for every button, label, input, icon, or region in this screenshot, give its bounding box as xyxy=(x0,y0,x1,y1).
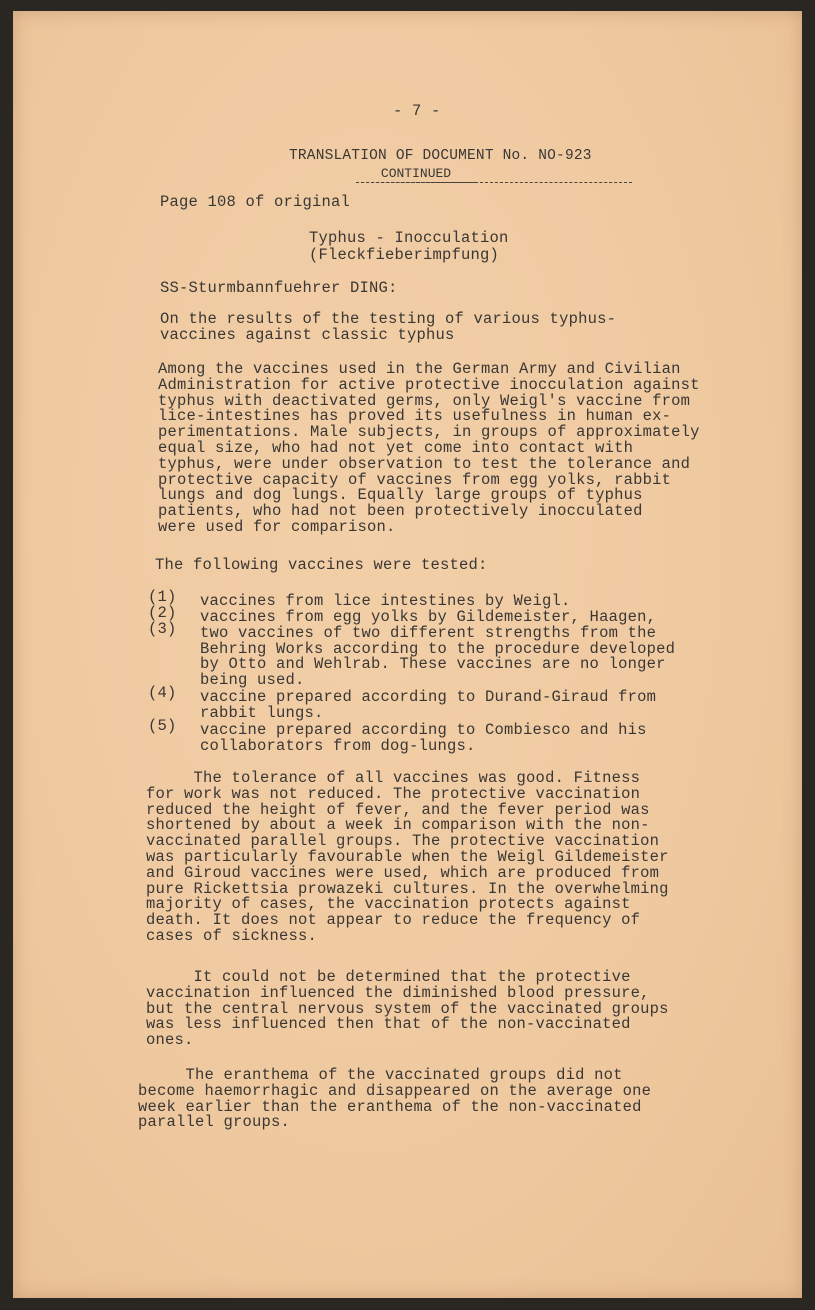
subject-title: Typhus - Inocculation xyxy=(309,229,509,247)
page-reference: Page 108 of original xyxy=(160,193,351,211)
list-intro: The following vaccines were tested: xyxy=(155,556,488,574)
paragraph-4: The eranthema of the vaccinated groups did not become haemorrhagic and disappeared on the average one week earlier than the eranthema of the non-vaccinated parallel groups. xyxy=(138,1066,652,1132)
document-heading: TRANSLATION OF DOCUMENT No. NO-923 xyxy=(289,148,592,164)
paragraph-3: It could not be determined that the protective vaccination influenced the diminished blood pressure, but the central nervous system of the vaccinated groups was less influenced then that of the non-vaccinated ones. xyxy=(146,968,669,1050)
list-item-text: vaccine prepared according to Combiesco and his collaborators from dog-lungs. xyxy=(200,721,647,755)
paragraph-2: The tolerance of all vaccines was good. Fitness for work was not reduced. The protective vaccination reduced the height of fever, and the fever period was shortened by about a week in comparison with the non- vaccinated parallel groups. The protective vaccination was particularly favourable when the Weigl Gildemeister and Giroud vaccines were used, which are produced from pure Rickettsia prowazeki cultures. In the overwhelming majority of cases, the vaccination protects against death. It does not appear to reduce the frequency of cases of sickness. xyxy=(146,769,669,945)
list-item-number: (5) xyxy=(148,717,177,735)
summary-paragraph: On the results of the testing of various typhus- vaccines against classic typhus xyxy=(160,310,617,344)
list-item-number: (4) xyxy=(148,684,177,702)
list-item-text: two vaccines of two different strengths from the Behring Works according to the procedure developed by Otto and Wehlrab. These vaccines are no longer being used. xyxy=(200,624,676,689)
list-item-number: (2) xyxy=(148,604,177,622)
page-number: - 7 - xyxy=(393,102,441,120)
author-line: SS-Sturmbannfuehrer DING: xyxy=(160,279,398,297)
list-item-text: vaccines from lice intestines by Weigl. xyxy=(200,592,571,610)
continued-label: CONTINUED xyxy=(356,166,476,183)
list-item-number: (1) xyxy=(148,588,177,606)
subject-german: (Fleckfieberimpfung) xyxy=(309,246,500,264)
list-item-text: vaccines from egg yolks by Gildemeister, Haagen, xyxy=(200,608,657,626)
heading-rule xyxy=(356,182,632,183)
list-item-text: vaccine prepared according to Durand-Giraud from rabbit lungs. xyxy=(200,688,657,722)
list-item-number: (3) xyxy=(148,620,177,638)
paragraph-1: Among the vaccines used in the German Army and Civilian Administration for active protective inocculation against typhus with deactivated germs, only Weigl's vaccine from lice-intestines has proved its usefulness in human ex- perimentations. Male subjects, in groups of approximately equal size, who had not yet come into contact with typhus, were under observation to test the tolerance and protective capacity of vaccines from egg yolks, rabbit lungs and dog lungs. Equally large groups of typhus patients, who had not been protectively inocculated were used for comparison. xyxy=(158,360,700,536)
